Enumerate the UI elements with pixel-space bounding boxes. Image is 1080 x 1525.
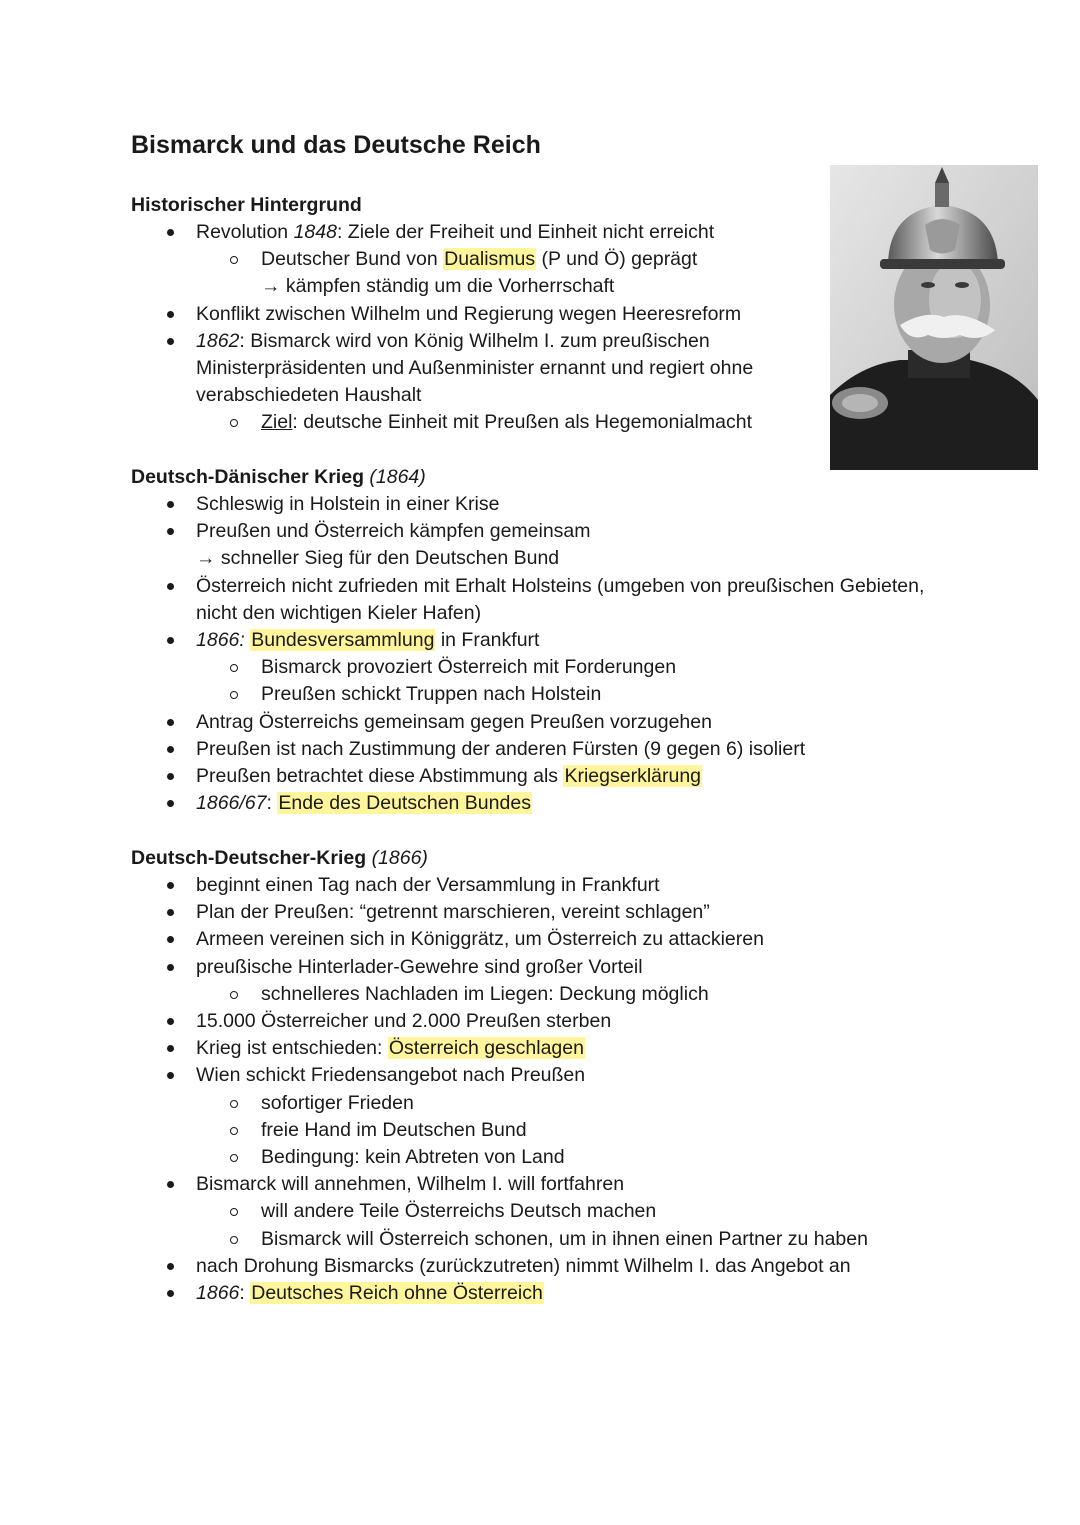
section-heading (131, 464, 426, 491)
section-heading (131, 192, 362, 219)
text-run: → kämpfen ständig um die Vorherrschaft (261, 275, 615, 298)
text-run: Preußen schickt Truppen nach Holstein (261, 683, 602, 706)
bullet-item (196, 1171, 624, 1198)
italic-date: 1866/67 (196, 792, 267, 815)
highlighted-text: Kriegserklärung (564, 765, 702, 787)
text-run: → schneller Sieg für den Deutschen Bund (196, 547, 560, 570)
sub-bullet-item (261, 1090, 414, 1117)
text-run: Österreich nicht zufrieden mit Erhalt Holsteins (umgeben von preußischen Gebieten, (196, 574, 925, 597)
italic-date: 1848 (293, 221, 337, 243)
text-run: Plan der Preußen: “getrennt marschieren, vereint schlagen” (196, 901, 710, 924)
text-run: Konflikt zwischen Wilhelm und Regierung wegen Heeresreform (196, 302, 742, 325)
list-item-continuation (261, 273, 614, 300)
bullet-item (196, 1008, 611, 1035)
sub-bullet-item (261, 981, 709, 1008)
bismarck-portrait-photo (830, 165, 1038, 470)
highlighted-text: Österreich geschlagen (388, 1037, 584, 1060)
text-run: Schleswig in Holstein in einer Krise (196, 493, 500, 515)
sub-bullet-item (261, 681, 601, 708)
list-item-continuation (196, 355, 753, 382)
bullet-item (196, 1035, 585, 1062)
section-heading-date: (1864) (369, 466, 426, 488)
text-run: Bismarck will annehmen, Wilhelm I. will fortfahren (196, 1173, 625, 1196)
text-run: Wien schickt Friedensangebot nach Preußen (196, 1064, 586, 1087)
bullet-item (196, 491, 499, 518)
text-run: Bedingung: kein Abtreten von Land (261, 1146, 565, 1168)
highlighted-text: Deutsches Reich ohne Österreich (251, 1282, 543, 1304)
portrait-photo-icon (830, 165, 1038, 470)
bullet-item (196, 709, 712, 736)
text-run: Krieg ist entschieden: (196, 1037, 388, 1060)
text-run: nicht den wichtigen Kieler Hafen) (196, 601, 482, 624)
page-title: Bismarck und das Deutsche Reich (131, 131, 541, 159)
bullet-item (196, 954, 643, 981)
text-run: : (266, 792, 278, 815)
text-run: Bismarck will Österreich schonen, um in ihnen einen Partner zu haben (261, 1227, 868, 1250)
text-run: beginnt einen Tag nach der Versammlung in Frankfurt (196, 874, 660, 896)
bullet-item (196, 219, 714, 246)
highlighted-text: Bundesversammlung (251, 629, 435, 651)
text-run: : Bismarck wird von König Wilhelm I. zum preußischen (239, 329, 710, 352)
text-run: Preußen und Österreich kämpfen gemeinsam (196, 520, 591, 543)
text-run: Antrag Österreichs gemeinsam gegen Preußen vorzugehen (196, 710, 712, 733)
text-run: Preußen betrachtet diese Abstimmung als (196, 765, 564, 787)
text-run: schnelleres Nachladen im Liegen: Deckung möglich (261, 982, 709, 1005)
bullet-item (196, 518, 591, 545)
text-run: Revolution (196, 221, 294, 243)
text-run: Armeen vereinen sich in Königgrätz, um Österreich zu attackieren (196, 928, 764, 951)
section-heading-date: (1866) (371, 847, 428, 869)
text-run: Preußen ist nach Zustimmung der anderen Fürsten (9 gegen 6) isoliert (196, 737, 806, 760)
italic-date: 1862 (196, 329, 240, 352)
bullet-item (196, 790, 532, 817)
text-run: sofortiger Frieden (261, 1091, 414, 1114)
text-run: Ministerpräsidenten und Außenminister ernannt und regiert ohne (196, 357, 754, 379)
bullet-item (196, 1280, 544, 1307)
bullet-item (196, 926, 764, 953)
text-run: 15.000 Österreicher und 2.000 Preußen sterben (196, 1010, 612, 1032)
text-run: will andere Teile Österreichs Deutsch machen (261, 1200, 657, 1223)
bullet-item (196, 573, 924, 600)
sub-bullet-item (261, 409, 752, 436)
text-run: : deutsche Einheit mit Preußen als Hegemonialmacht (292, 411, 752, 434)
bullet-item (196, 301, 741, 328)
sub-bullet-item (261, 1144, 565, 1171)
text-run: : (239, 1282, 251, 1304)
text-run: nach Drohung Bismarcks (zurückzutreten) nimmt Wilhelm I. das Angebot an (196, 1254, 851, 1277)
text-run: verabschiedeten Haushalt (196, 384, 422, 407)
highlighted-text: Ende des Deutschen Bundes (278, 792, 531, 815)
list-item-continuation (196, 382, 421, 409)
sub-bullet-item (261, 654, 676, 681)
text-run: freie Hand im Deutschen Bund (261, 1118, 527, 1141)
sub-bullet-item (261, 246, 697, 273)
bullet-item (196, 872, 660, 899)
bullet-item (196, 1062, 585, 1089)
bullet-item (196, 763, 702, 790)
list-item-continuation (196, 600, 481, 627)
bullet-item (196, 1253, 851, 1280)
bullet-item (196, 328, 710, 355)
text-run: : Ziele der Freiheit und Einheit nicht erreicht (336, 221, 715, 243)
italic-date: 1866: (196, 629, 245, 651)
text-run: in Frankfurt (435, 629, 540, 651)
section-heading-text: Deutsch-Dänischer Krieg (131, 466, 364, 488)
sub-bullet-item (261, 1117, 527, 1144)
underlined-text: Ziel (261, 411, 293, 434)
highlighted-text: Dualismus (444, 248, 536, 271)
section-heading (131, 845, 428, 872)
bullet-item (196, 627, 539, 654)
list-item-continuation (196, 545, 559, 572)
section-heading-text: Historischer Hintergrund (131, 194, 362, 216)
text-run: (P und Ö) geprägt (536, 248, 698, 271)
bullet-item (196, 736, 805, 763)
section-heading-text: Deutsch-Deutscher-Krieg (131, 847, 367, 869)
sub-bullet-item (261, 1198, 656, 1225)
text-run: preußische Hinterlader-Gewehre sind großer Vorteil (196, 955, 643, 978)
text-run: Deutscher Bund von (261, 248, 444, 271)
sub-bullet-item (261, 1226, 868, 1253)
bullet-item (196, 899, 710, 926)
text-run: Bismarck provoziert Österreich mit Forderungen (261, 656, 677, 679)
italic-date: 1866 (196, 1282, 240, 1304)
